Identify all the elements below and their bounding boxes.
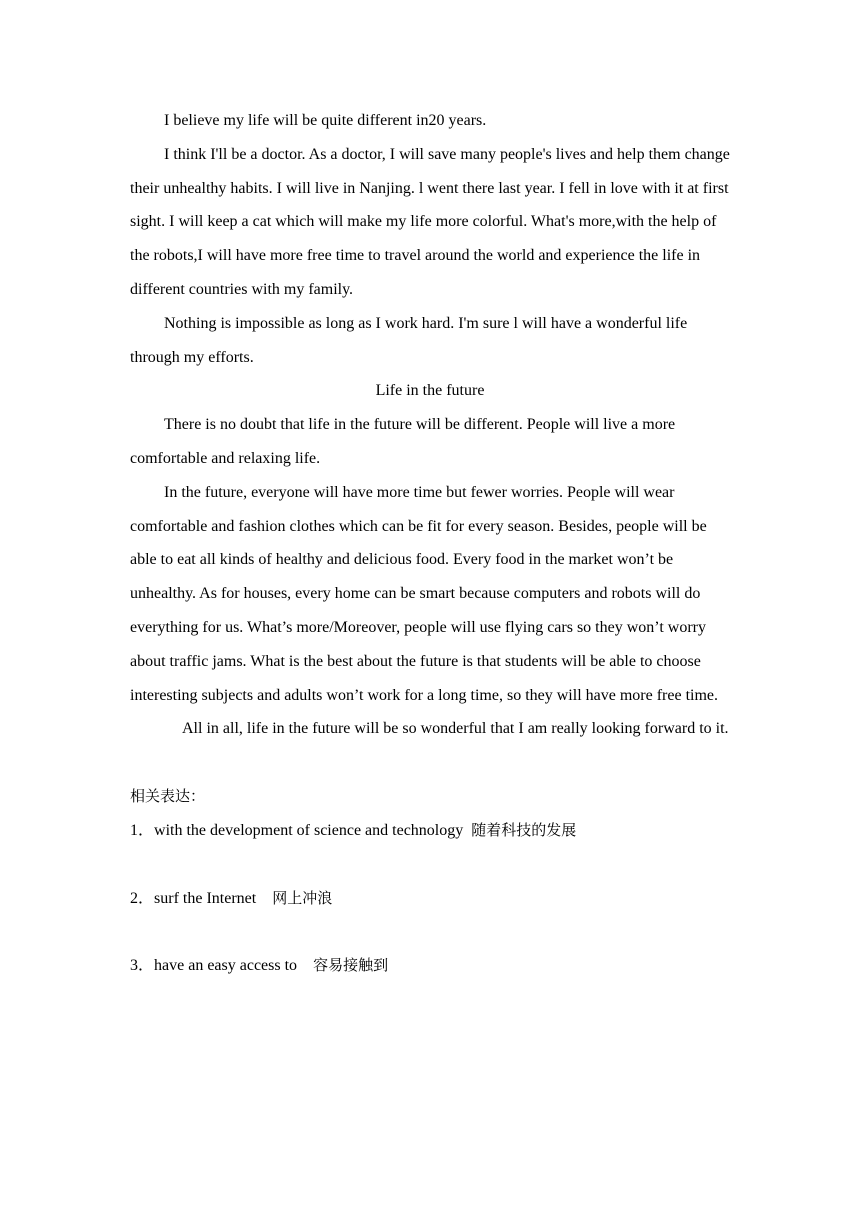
expression-number: 1． [130, 821, 155, 839]
expression-item-2 [130, 882, 730, 916]
expression-chinese: 随着科技的发展 [471, 820, 577, 839]
section-spacer [130, 746, 730, 780]
expression-english: with the development of science and technology [154, 821, 464, 839]
expression-number: 3． [130, 957, 155, 975]
essay1-paragraph-3: Nothing is impossible as long as I work hard. I'm sure l will have a wonderful life through my efforts. [130, 314, 688, 366]
essay2-title: Life in the future [375, 382, 485, 400]
expression-chinese: 容易接触到 [313, 956, 389, 975]
essay2-paragraph-2: In the future, everyone will have more time but fewer worries. People will wear comfortable and fashion clothes which can be fit for every season. Besides, people will be able to eat all kinds of healthy and delicious food. Every food in the market won’t be unhealthy. As for houses, every home can be smart because computers and robots will do everything for us. What’s more/Moreover, people will use flying cars so they won’t worry about traffic jams. What is the best about the future is that students will be able to choose interesting subjects and adults won’t work for a long time, so they will have more free time. [130, 483, 719, 704]
expression-english: surf the Internet [154, 889, 257, 907]
essay1-paragraph-2: I think I'll be a doctor. As a doctor, I will save many people's lives and help them change their unhealthy habits. I will live in Nanjing. l went there last year. I fell in love with it at first sight. I will keep a cat which will make my life more colorful. What's more,with the help of the robots,I will have more free time to travel around the world and experience the life in different countries with my family. [130, 145, 730, 298]
essay2-paragraph-1: There is no doubt that life in the future will be different. People will live a more comfortable and relaxing life. [130, 416, 676, 467]
essay2-paragraph-3: All in all, life in the future will be so wonderful that I am really looking forward to it. [182, 720, 729, 738]
document-page [130, 104, 730, 983]
expression-item-1 [130, 814, 730, 848]
expression-english: have an easy access to [154, 957, 298, 975]
expression-chinese: 网上冲浪 [272, 888, 333, 907]
expression-number: 2． [130, 889, 155, 907]
expressions-heading: 相关表达： [130, 787, 206, 806]
essay1-paragraph-1: I believe my life will be quite different in20 years. [164, 112, 487, 129]
expression-item-3 [130, 949, 730, 983]
